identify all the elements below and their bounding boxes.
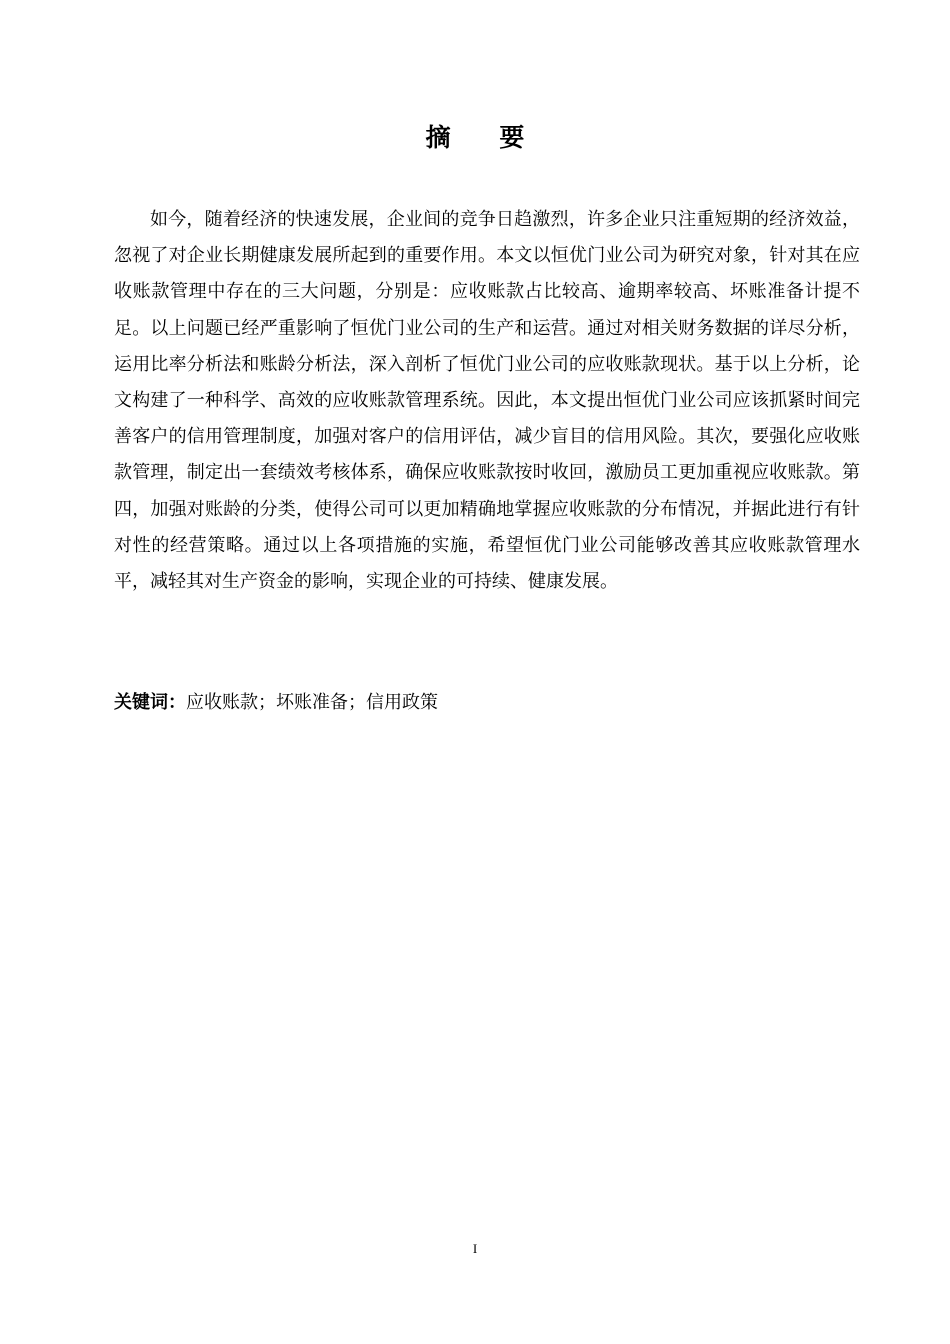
abstract-paragraph: 如今，随着经济的快速发展，企业间的竞争日趋激烈，许多企业只注重短期的经济效益，忽视了对企业长期健康发展所起到的重要作用。本文以恒优门业公司为研究对象，针对其在应收账款管理中存在的三大问题，分别是：应收账款占比较高、逾期率较高、坏账准备计提不足。以上问题已经严重影响了恒优门业公司的生产和运营。通过对相关财务数据的详尽分析，运用比率分析法和账龄分析法，深入剖析了恒优门业公司的应收账款现状。基于以上分析，论文构建了一种科学、高效的应收账款管理系统。因此，本文提出恒优门业公司应该抓紧时间完善客户的信用管理制度，加强对客户的信用评估，减少盲目的信用风险。其次，要强化应收账款管理，制定出一套绩效考核体系，确保应收账款按时收回，激励员工更加重视应收账款。第四，加强对账龄的分类，使得公司可以更加精确地掌握应收账款的分布情况，并据此进行有针对性的经营策略。通过以上各项措施的实施，希望恒优门业公司能够改善其应收账款管理水平，减轻其对生产资金的影响，实现企业的可持续、健康发展。: [114, 209, 860, 593]
keywords-line: [114, 688, 860, 718]
page-number: I: [472, 1241, 478, 1256]
page-title: 摘 要: [425, 123, 545, 152]
keywords-label: 关键词：: [114, 692, 186, 713]
keywords-list: 应收账款；坏账准备；信用政策: [186, 692, 438, 713]
